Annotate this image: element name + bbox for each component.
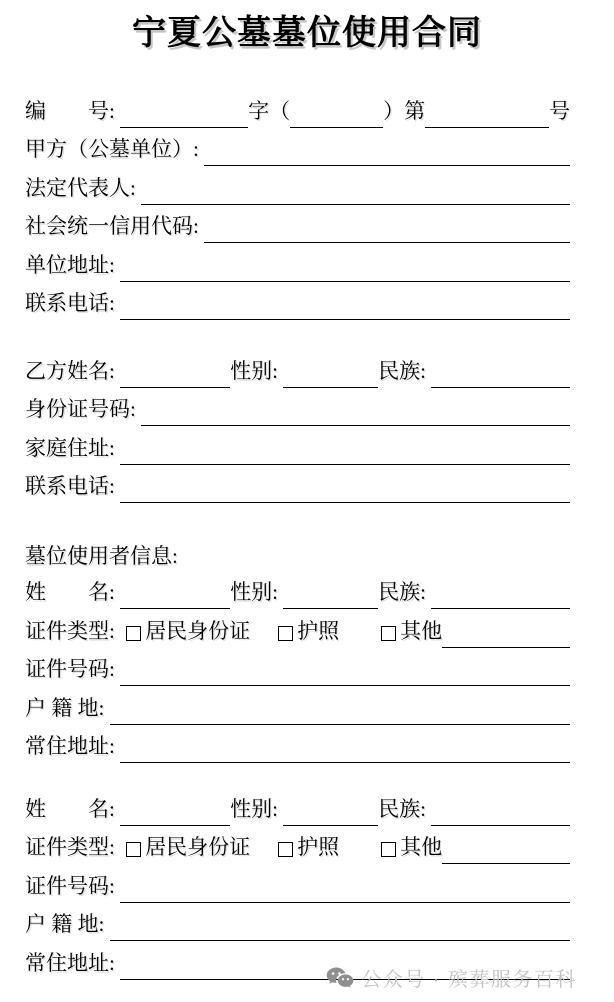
person2-gender-label: 性别: xyxy=(230,796,284,821)
contract-number-zi-label: 字（ xyxy=(248,98,291,123)
cert-option-id-card-label: 居民身份证 xyxy=(145,618,251,643)
party-a-unit-row xyxy=(25,128,570,167)
person2-cert-type-row xyxy=(25,826,570,865)
person2-cert-number-row xyxy=(25,864,570,903)
section-party-a xyxy=(25,89,570,320)
party-a-phone-label: 联系电话: xyxy=(25,291,121,315)
person2-cert-option-id-card xyxy=(126,834,250,864)
cert-option-other-label: 其他 xyxy=(400,618,443,643)
fill-in-blank xyxy=(431,819,570,826)
person2-name-row xyxy=(25,787,570,826)
fill-in-blank xyxy=(431,602,570,609)
checkbox-unchecked-icon xyxy=(381,626,396,641)
fill-in-blank xyxy=(283,381,378,388)
checkbox-unchecked-icon xyxy=(126,842,141,857)
person1-cert-number-row xyxy=(25,648,570,687)
fill-in-blank xyxy=(120,121,248,128)
party-b-name-row xyxy=(25,349,570,388)
fill-in-blank xyxy=(290,121,383,128)
person2-cert-number-label: 证件号码: xyxy=(25,873,121,898)
cert-option-passport-label: 护照 xyxy=(297,618,340,643)
fill-in-blank xyxy=(110,934,570,941)
cert-option-passport-label: 护照 xyxy=(297,835,340,859)
credit-code-row xyxy=(25,205,570,244)
person1-permanent-address-label: 常住地址: xyxy=(25,734,121,758)
contract-number-diji-label: ）第 xyxy=(383,98,426,123)
person1-gender-label: 性别: xyxy=(230,580,284,604)
fill-in-blank xyxy=(110,718,570,725)
person1-cert-option-id-card xyxy=(126,618,250,648)
watermark-text: 公众号 · 殡葬服务百科 xyxy=(361,969,577,991)
party-b-gender-label: 性别: xyxy=(230,358,284,383)
unit-address-row xyxy=(25,243,570,282)
person2-cert-option-other xyxy=(381,834,442,864)
page-title: 宁夏公墓墓位使用合同 xyxy=(132,15,482,52)
fill-in-blank xyxy=(120,496,570,503)
grave-user-heading-row xyxy=(25,532,570,571)
person1-cert-type-row xyxy=(25,609,570,648)
person2-cert-option-passport xyxy=(278,834,339,864)
contract-number-row xyxy=(25,89,570,128)
fill-in-blank xyxy=(204,159,570,166)
section-grave-user-1 xyxy=(25,532,570,763)
party-b-name-label: 乙方姓名: xyxy=(25,358,121,383)
fill-in-blank xyxy=(120,679,570,686)
credit-code-label: 社会统一信用代码: xyxy=(25,214,205,238)
fill-in-blank xyxy=(442,641,570,648)
person2-ethnicity-label: 民族: xyxy=(378,796,432,821)
fill-in-blank xyxy=(425,121,549,128)
checkbox-unchecked-icon xyxy=(278,842,293,857)
cert-option-other-label: 其他 xyxy=(400,835,443,859)
checkbox-unchecked-icon xyxy=(381,842,396,857)
party-b-home-address-label: 家庭住址: xyxy=(25,435,121,460)
person1-name-label: 姓 名: xyxy=(25,580,121,604)
cert-option-id-card-label: 居民身份证 xyxy=(145,835,251,859)
fill-in-blank xyxy=(120,275,570,282)
party-b-ethnicity-label: 民族: xyxy=(378,358,432,383)
fill-in-blank xyxy=(120,756,570,763)
fill-in-blank xyxy=(141,198,570,205)
person1-permanent-address-row xyxy=(25,725,570,764)
party-a-phone-row xyxy=(25,282,570,321)
fill-in-blank xyxy=(442,857,570,864)
person1-name-row xyxy=(25,571,570,610)
legal-representative-label: 法定代表人: xyxy=(25,175,142,200)
person2-household-registration-row xyxy=(25,903,570,942)
person1-household-registration-label: 户 籍 地: xyxy=(25,695,110,720)
fill-in-blank xyxy=(431,381,570,388)
fill-in-blank xyxy=(283,602,378,609)
wechat-icon xyxy=(326,966,354,990)
legal-representative-row xyxy=(25,166,570,205)
person2-household-registration-label: 户 籍 地: xyxy=(25,912,110,936)
fill-in-blank xyxy=(120,381,230,388)
fill-in-blank xyxy=(120,896,570,903)
fill-in-blank xyxy=(141,419,570,426)
party-b-id-number-row xyxy=(25,388,570,427)
person1-ethnicity-label: 民族: xyxy=(378,580,432,604)
party-a-unit-label: 甲方（公墓单位）: xyxy=(25,137,205,161)
fill-in-blank xyxy=(120,602,230,609)
watermark-publisher xyxy=(326,963,577,992)
section-grave-user-2 xyxy=(25,787,570,980)
party-b-phone-label: 联系电话: xyxy=(25,474,121,498)
party-b-phone-row xyxy=(25,465,570,504)
person2-cert-type-label: 证件类型: xyxy=(25,835,121,859)
fill-in-blank xyxy=(120,313,570,320)
person2-permanent-address-label: 常住地址: xyxy=(25,950,121,975)
party-b-id-number-label: 身份证号码: xyxy=(25,397,142,421)
fill-in-blank xyxy=(283,819,378,826)
contract-number-label: 编 号: xyxy=(25,98,121,123)
unit-address-label: 单位地址: xyxy=(25,252,121,277)
fill-in-blank xyxy=(120,458,570,465)
fill-in-blank xyxy=(204,236,570,243)
person1-cert-option-passport xyxy=(278,618,339,648)
person1-cert-type-label: 证件类型: xyxy=(25,618,121,643)
contract-number-hao-label: 号 xyxy=(549,98,570,123)
grave-user-section-heading: 墓位使用者信息: xyxy=(25,543,178,568)
person1-household-registration-row xyxy=(25,686,570,725)
fill-in-blank xyxy=(120,819,230,826)
person2-name-label: 姓 名: xyxy=(25,796,121,821)
checkbox-unchecked-icon xyxy=(126,626,141,641)
party-b-home-address-row xyxy=(25,426,570,465)
section-party-b xyxy=(25,349,570,503)
person1-cert-option-other xyxy=(381,618,442,648)
person1-cert-number-label: 证件号码: xyxy=(25,657,121,681)
checkbox-unchecked-icon xyxy=(278,626,293,641)
